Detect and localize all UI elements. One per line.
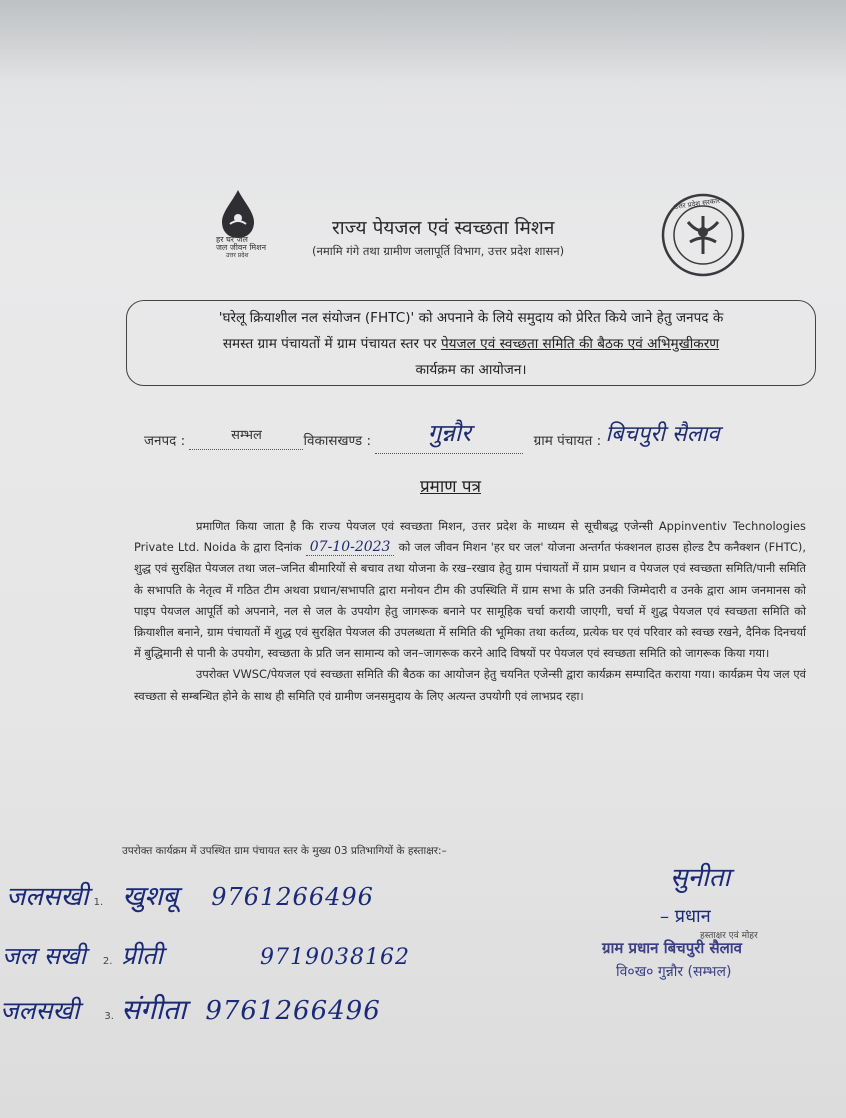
pradhan-stamp-line-1: ग्राम प्रधान बिचपुरी सैलाव bbox=[602, 939, 743, 957]
seal-text: उत्तर प्रदेश सरकार bbox=[673, 196, 721, 212]
har-ghar-jal-logo bbox=[212, 188, 276, 262]
logo-slogan: हर घर जल bbox=[216, 235, 248, 244]
participant-row-3 bbox=[0, 990, 381, 1028]
participant-role: जलसखी bbox=[6, 882, 89, 912]
block-value: गुन्नौर bbox=[427, 419, 471, 447]
participant-number: 1. bbox=[93, 897, 104, 908]
participant-name: संगीता bbox=[121, 993, 187, 1026]
participant-row-2 bbox=[2, 938, 410, 972]
block-label: विकासखण्ड : bbox=[303, 433, 371, 449]
district-field bbox=[189, 428, 303, 450]
pradhan-label: – प्रधान bbox=[660, 906, 711, 927]
pradhan-signature: सुनीता bbox=[670, 863, 731, 893]
block-field bbox=[375, 420, 523, 454]
participant-phone: 9719038162 bbox=[260, 945, 411, 970]
banner-line-2: समस्त ग्राम पंचायतों में ग्राम पंचायत स्तर पर पेयजल एवं स्वच्छता समिति की बैठक एवं अभिमुखीकरण bbox=[222, 336, 720, 352]
participant-phone: 9761266496 bbox=[211, 883, 374, 911]
paper-fold-shadow bbox=[0, 0, 846, 80]
banner-line-1: 'घरेलू क्रियाशील नल संयोजन (FHTC)' को अपनाने के लिये समुदाय को प्रेरित किये जाने हेतु जनपद के bbox=[218, 310, 724, 326]
participant-row-1 bbox=[6, 876, 374, 913]
logo-sub: जल जीवन मिशन bbox=[216, 243, 267, 252]
participant-name: खुशबू bbox=[122, 881, 179, 912]
certificate-paragraph-2: उपरोक्त VWSC/पेयजल एवं स्वच्छता समिति की बैठक का आयोजन हेतु चयनित एजेन्सी द्वारा कार्यक्रम सम्पादित कराया गया। कार्यक्रम पेय जल एवं स्वच्छता से सम्बन्धित होने के साथ ही समिति एवं ग्रामीण जनसमुदाय के लिए अत्यन्त उपयोगी एवं लाभप्रद रहा। bbox=[134, 667, 806, 703]
participant-role: जलसखी bbox=[0, 996, 80, 1025]
signatures-caption: उपरोक्त कार्यक्रम में उपस्थित ग्राम पंचायत स्तर के मुख्य 03 प्रतिभागियों के हस्ताक्षर:– bbox=[122, 845, 447, 857]
mission-title: राज्य पेयजल एवं स्वच्छता मिशन bbox=[332, 217, 555, 239]
banner-line-3: कार्यक्रम का आयोजन। bbox=[415, 362, 527, 378]
pradhan-sign-label: हस्ताक्षर एवं मोहर bbox=[700, 931, 758, 941]
certificate-paragraph-1: प्रमाणित किया जाता है कि राज्य पेयजल एवं स्वच्छता मिशन, उत्तर प्रदेश के माध्यम से सूचीबद्ध एजेन्सी Appinventiv Technologies Private Ltd. Noida के द्वारा दिनांक 07-10-2023 को जल जीवन मिशन 'हर घर जल' योजना अन्तर्गत फंक्शनल हाउस होल्ड टैप कनैक्शन (FHTC), शुद्ध एवं सुरक्षित पेयजल तथा जल–जनित बीमारियों से बचाव तथा योजना के रख–रखाव हेतु ग्राम पंचायतों में ग्राम प्रधान व पेयजल एवं स्वच्छता समिति/पानी समिति के सभापति के नेतृत्व में गठित टीम अथवा प्रधान/सभापति द्वारा मनोयन टीम की उपस्थिति में ग्राम सभा के प्रति उनकी जिम्मेदारी व उनके द्वारा आम जनमानस को पाइप पेयजल आपूर्ति को अपनाने, नल से जल के उपयोग हेतु जागरूक बनाने पर सामूहिक चर्चा करायी जाएगी, चर्चा में शुद्ध पेयजल एवं स्वच्छता समिति को क्रियाशील बनाने, ग्राम पंचायतों में शुद्ध एवं सुरक्षित पेयजल की उपलब्धता में समिति की भूमिका तथा कर्तव्य, प्रत्येक घर एवं परिवार को स्वच्छ रखने, दैनिक दिनचर्या में बुद्धिमानी से पानी के उपयोग, स्वच्छता के प्रति जन सामान्य को जन–जागरूक करने आदि विषयों पर पेयजल एवं स्वच्छता समिति को जागरूक किया गया। bbox=[134, 519, 806, 661]
participant-number: 2. bbox=[102, 956, 113, 967]
district-label: जनपद : bbox=[144, 433, 186, 449]
district-value: सम्भल bbox=[231, 428, 262, 443]
pradhan-stamp-line-2: वि०ख० गुन्नौर (सम्भल) bbox=[616, 964, 732, 980]
certificate-body bbox=[134, 516, 806, 707]
certificate-heading: प्रमाण पत्र bbox=[420, 477, 481, 497]
participant-name: प्रीती bbox=[121, 941, 163, 970]
panchayat-value: बिचपुरी सैलाव bbox=[605, 422, 720, 447]
program-date: 07-10-2023 bbox=[306, 539, 395, 556]
banner-underlined-text: पेयजल एवं स्वच्छता समिति की बैठक एवं अभिमुखीकरण bbox=[440, 336, 720, 352]
logo-tagline: उत्तर प्रदेश bbox=[226, 252, 249, 259]
up-government-seal bbox=[660, 192, 746, 278]
panchayat-label: ग्राम पंचायत : bbox=[533, 433, 602, 449]
mission-subtitle: (नमामि गंगे तथा ग्रामीण जलापूर्ति विभाग, उत्तर प्रदेश शासन) bbox=[312, 244, 565, 258]
location-fields bbox=[144, 420, 720, 454]
participant-role: जल सखी bbox=[2, 942, 86, 970]
participant-number: 3. bbox=[104, 1011, 114, 1022]
participant-phone: 9761266496 bbox=[205, 996, 381, 1026]
program-banner bbox=[126, 300, 816, 386]
